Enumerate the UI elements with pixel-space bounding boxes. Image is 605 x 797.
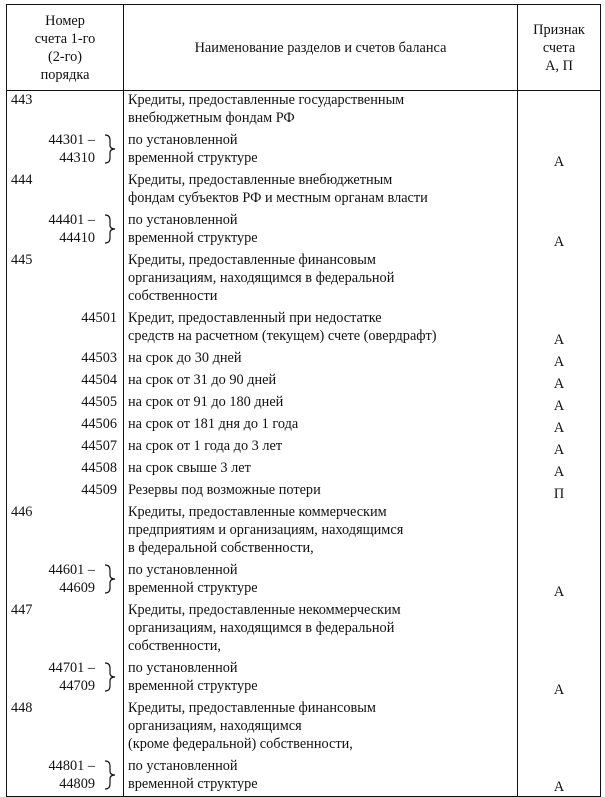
curly-brace-icon: [103, 759, 117, 791]
account-range: [37, 211, 117, 247]
account-number-cell: [7, 371, 124, 393]
account-attribute-cell: А: [518, 561, 601, 601]
account-attribute-cell: А: [518, 309, 601, 349]
second-order-account-number: 44504: [81, 371, 117, 388]
account-number-cell: [7, 349, 124, 371]
balance-accounts-table: [6, 4, 601, 797]
second-order-account-number: 44506: [81, 415, 117, 432]
header-account-number: [7, 5, 124, 91]
account-name-cell: по установленной временной структуре: [124, 131, 518, 171]
account-name-cell: Кредиты, предоставленные финансовым организациям, находящимся (кроме федеральной) собственности,: [124, 699, 518, 757]
account-range-end: 44609: [59, 579, 95, 596]
table-row: [7, 393, 601, 415]
second-order-account-number: 44501: [81, 309, 117, 326]
account-number-cell: [7, 561, 124, 601]
table-row: [7, 371, 601, 393]
header-account-attribute-line: Признак: [533, 21, 585, 38]
account-attribute-cell: А: [518, 211, 601, 251]
second-order-account-number: 44508: [81, 459, 117, 476]
account-attribute-cell: А: [518, 393, 601, 415]
table-row: [7, 171, 601, 211]
header-section-name-text: Наименование разделов и счетов баланса: [194, 39, 447, 56]
table-row: [7, 251, 601, 309]
account-name-cell: Резервы под возможные потери: [124, 481, 518, 503]
curly-brace-icon: [103, 563, 117, 595]
account-number-cell: [7, 659, 124, 699]
account-name-cell: Кредит, предоставленный при недостатке средств на расчетном (текущем) счете (овердрафт): [124, 309, 518, 349]
account-attribute-cell: А: [518, 415, 601, 437]
first-order-account-number: 445: [11, 251, 33, 268]
curly-brace-icon: [103, 661, 117, 693]
account-range-end: 44410: [59, 229, 95, 246]
table-row: [7, 699, 601, 757]
header-account-attribute: [518, 5, 601, 91]
table-body: [7, 91, 601, 797]
account-attribute-cell: А: [518, 459, 601, 481]
table-row: [7, 757, 601, 797]
account-number-cell: [7, 481, 124, 503]
account-attribute-cell: А: [518, 757, 601, 797]
first-order-account-number: 443: [11, 92, 33, 108]
second-order-account-number: 44509: [81, 481, 117, 498]
second-order-account-number: 44503: [81, 349, 117, 366]
header-account-number-line: счета 1-го: [34, 30, 96, 47]
header-account-number-line: порядка: [40, 66, 90, 83]
account-name-cell: по установленной временной структуре: [124, 561, 518, 601]
account-name-cell: Кредиты, предоставленные коммерческим предприятиям и организациям, находящимся в федеральной собственности,: [124, 503, 518, 561]
balance-accounts-document: [6, 4, 600, 795]
account-range-start: 44401 –: [48, 211, 95, 228]
second-order-account-number: 44507: [81, 437, 117, 454]
account-range-start: 44601 –: [48, 561, 95, 578]
table-row: [7, 211, 601, 251]
account-attribute-cell: [518, 171, 601, 211]
account-number-cell: [7, 91, 124, 131]
first-order-account-number: 447: [11, 601, 33, 618]
account-range-start: 44301 –: [48, 131, 95, 148]
table-row: [7, 561, 601, 601]
account-range: [37, 131, 117, 167]
account-range-start: 44701 –: [48, 659, 95, 676]
account-name-cell: на срок до 30 дней: [124, 349, 518, 371]
header-account-attribute-line: А, П: [545, 57, 573, 74]
account-attribute-cell: А: [518, 131, 601, 171]
account-range: [37, 659, 117, 695]
table-row: [7, 503, 601, 561]
account-number-cell: [7, 757, 124, 797]
account-attribute-cell: [518, 601, 601, 659]
account-number-cell: [7, 309, 124, 349]
header-account-number-line: Номер: [45, 12, 85, 29]
account-attribute-cell: [518, 251, 601, 309]
account-name-cell: на срок свыше 3 лет: [124, 459, 518, 481]
account-attribute-cell: А: [518, 659, 601, 699]
account-attribute-cell: А: [518, 437, 601, 459]
table-row: [7, 601, 601, 659]
first-order-account-number: 448: [11, 699, 33, 716]
header-section-name: [124, 5, 518, 91]
account-range-end: 44809: [59, 775, 95, 792]
curly-brace-icon: [103, 213, 117, 245]
table-row: [7, 131, 601, 171]
table-row: [7, 459, 601, 481]
header-account-attribute-line: счета: [542, 39, 576, 56]
curly-brace-icon: [103, 133, 117, 165]
account-attribute-cell: [518, 699, 601, 757]
account-name-cell: Кредиты, предоставленные некоммерческим организациям, находящимся в федеральной собственности,: [124, 601, 518, 659]
table-header: [7, 5, 601, 91]
account-name-cell: на срок от 31 до 90 дней: [124, 371, 518, 393]
table-row: [7, 309, 601, 349]
account-name-cell: Кредиты, предоставленные финансовым организациям, находящимся в федеральной собственности: [124, 251, 518, 309]
account-number-cell: [7, 415, 124, 437]
account-name-cell: по установленной временной структуре: [124, 659, 518, 699]
first-order-account-number: 444: [11, 171, 33, 188]
table-row: [7, 659, 601, 699]
account-number-cell: [7, 211, 124, 251]
account-name-cell: по установленной временной структуре: [124, 211, 518, 251]
account-number-cell: [7, 699, 124, 757]
account-number-cell: [7, 251, 124, 309]
account-number-cell: [7, 459, 124, 481]
account-number-cell: [7, 503, 124, 561]
account-name-cell: на срок от 1 года до 3 лет: [124, 437, 518, 459]
account-range-end: 44310: [59, 149, 95, 166]
first-order-account-number: 446: [11, 503, 33, 520]
account-number-cell: [7, 131, 124, 171]
table-row: [7, 415, 601, 437]
account-number-cell: [7, 437, 124, 459]
account-name-cell: на срок от 181 дня до 1 года: [124, 415, 518, 437]
table-row: [7, 481, 601, 503]
account-attribute-cell: А: [518, 371, 601, 393]
second-order-account-number: 44505: [81, 393, 117, 410]
account-attribute-cell: А: [518, 349, 601, 371]
account-range: [37, 561, 117, 597]
account-name-cell: Кредиты, предоставленные внебюджетным фондам субъектов РФ и местным органам власти: [124, 171, 518, 211]
account-name-cell: по установленной временной структуре: [124, 757, 518, 797]
account-range-end: 44709: [59, 677, 95, 694]
table-row: [7, 437, 601, 459]
account-name-cell: Кредиты, предоставленные государственным внебюджетным фондам РФ: [124, 91, 518, 131]
table-row: [7, 91, 601, 131]
account-range: [37, 757, 117, 793]
account-attribute-cell: [518, 503, 601, 561]
account-number-cell: [7, 393, 124, 415]
header-account-number-line: (2-го): [47, 48, 83, 65]
account-name-cell: на срок от 91 до 180 дней: [124, 393, 518, 415]
account-attribute-cell: П: [518, 481, 601, 503]
account-number-cell: [7, 171, 124, 211]
table-row: [7, 349, 601, 371]
account-attribute-cell: [518, 91, 601, 131]
account-number-cell: [7, 601, 124, 659]
account-range-start: 44801 –: [48, 757, 95, 774]
